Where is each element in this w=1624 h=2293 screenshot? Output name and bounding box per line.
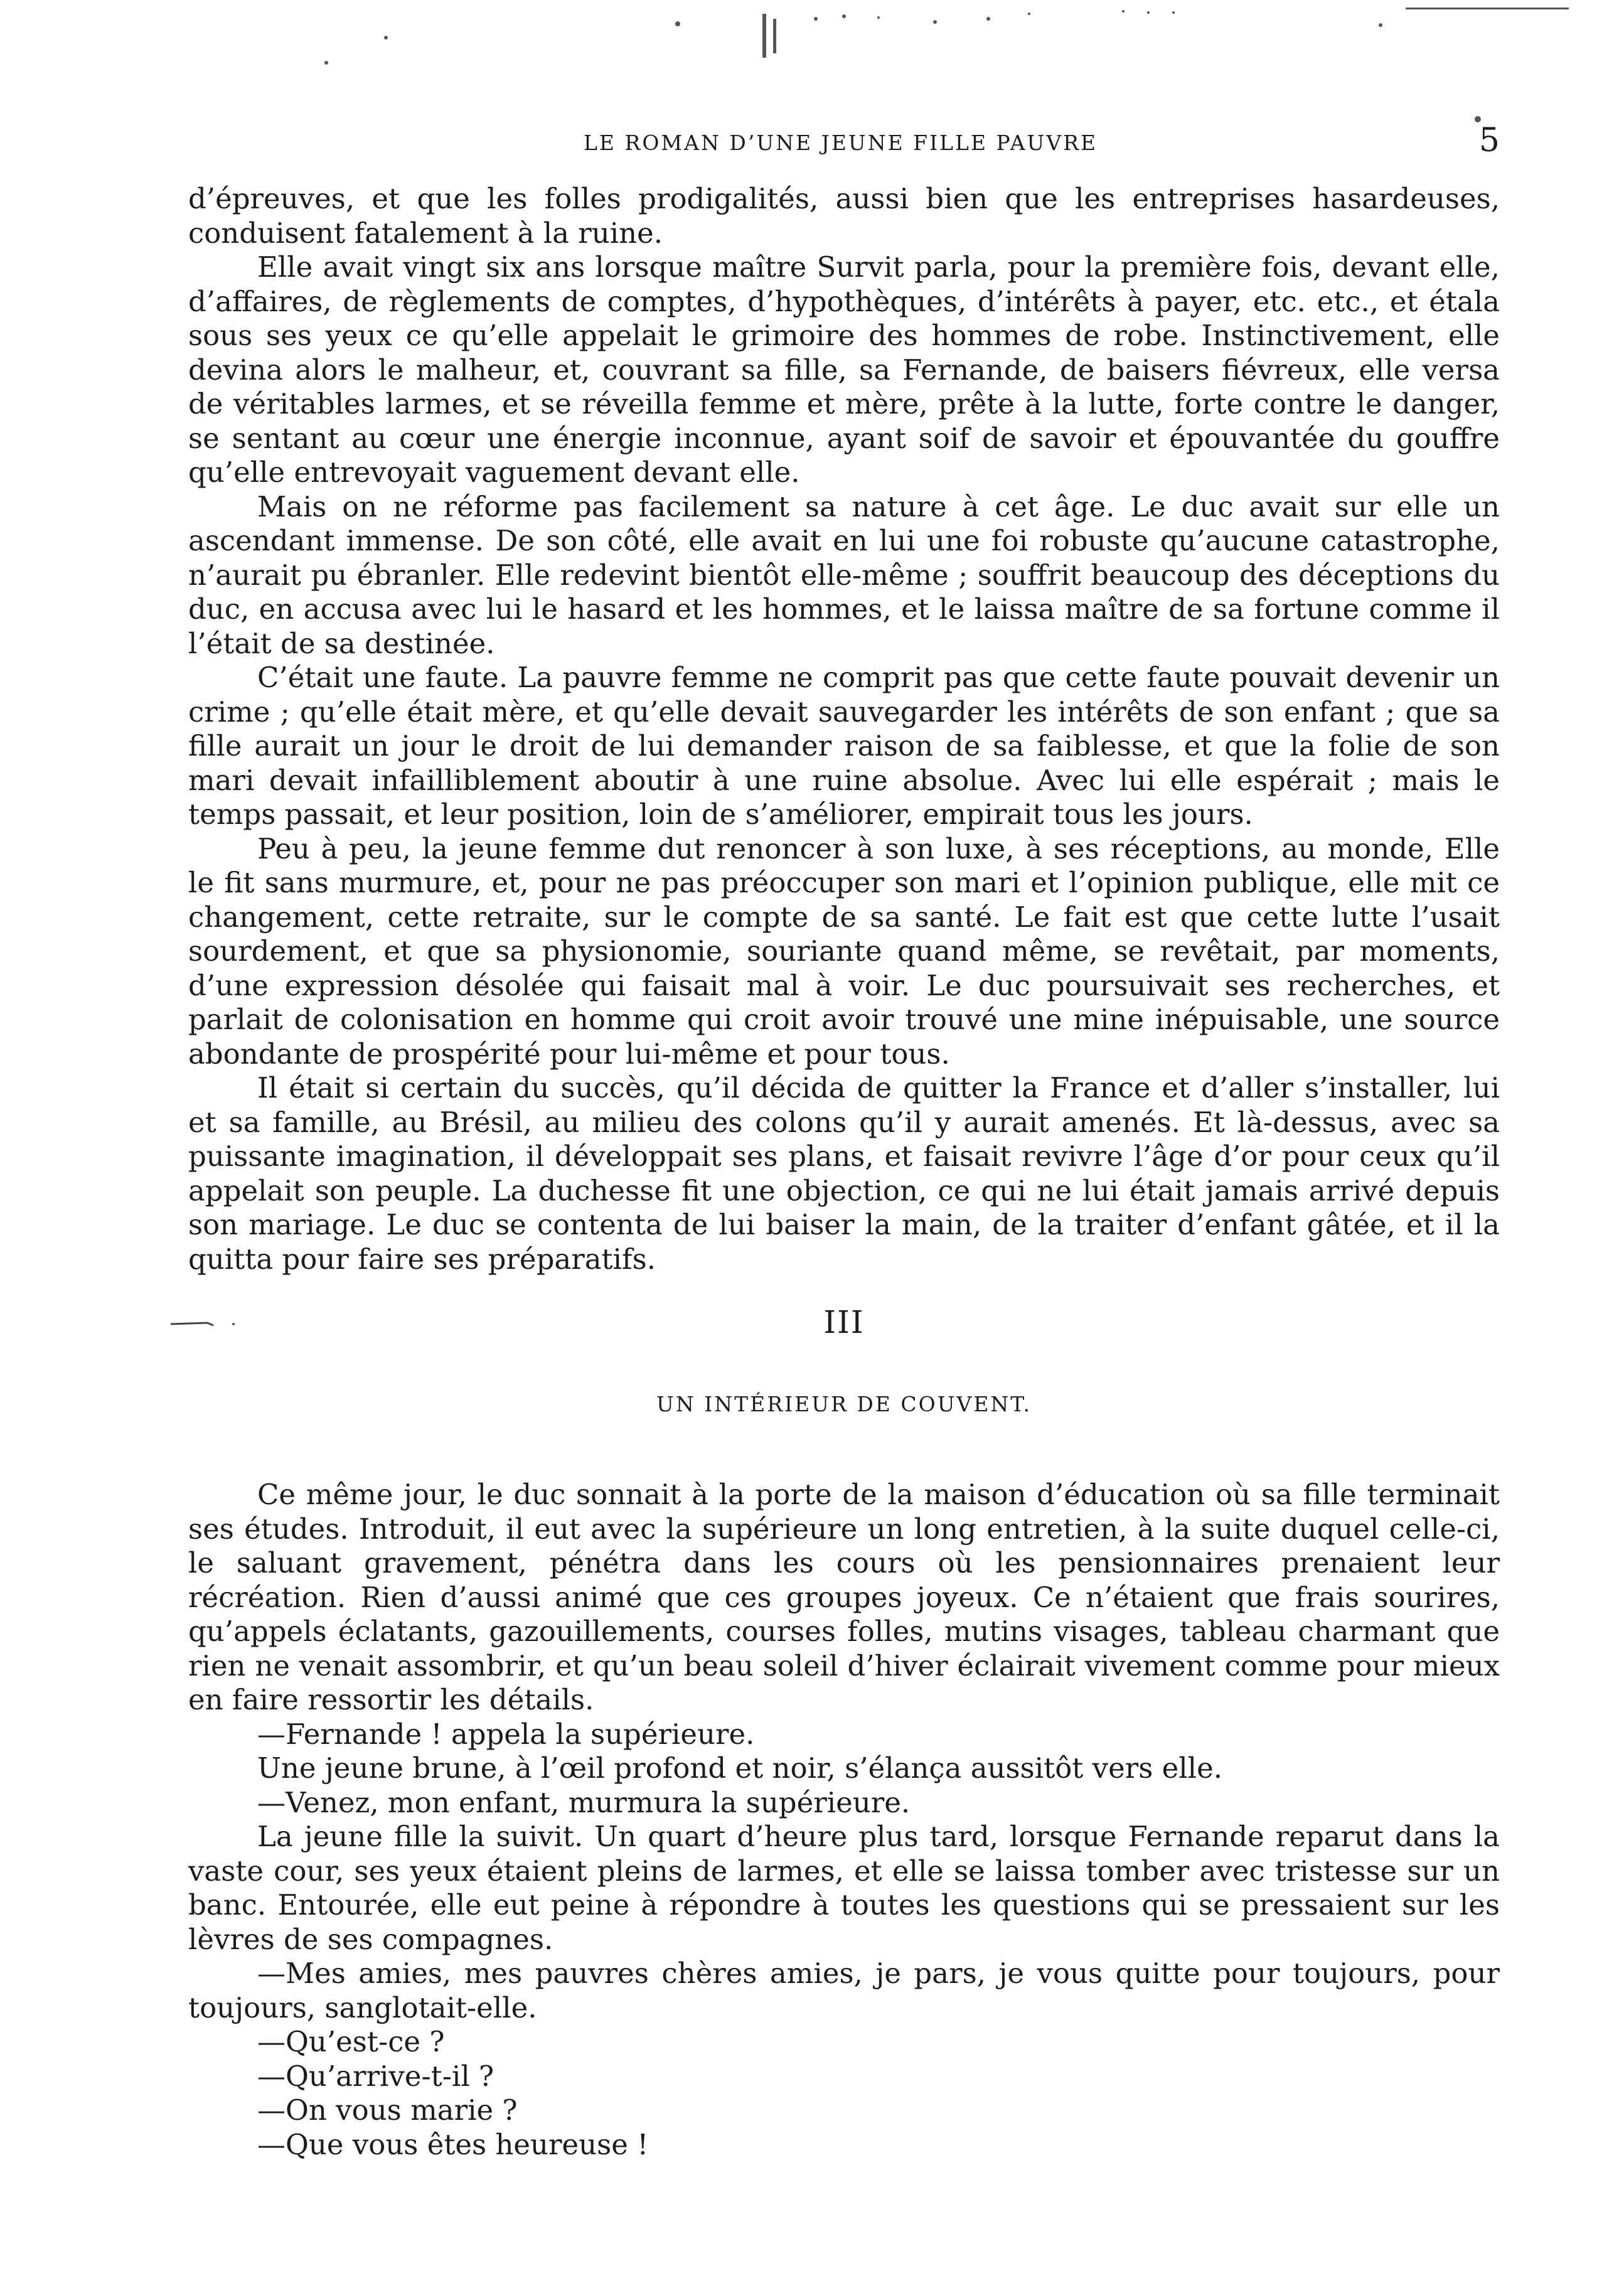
- body-text-after-chapter: [188, 1478, 1500, 2162]
- dialogue-line: —Qu’arrive-t-il ?: [257, 2059, 494, 2093]
- dialogue-line: —Qu’est-ce ?: [257, 2025, 445, 2058]
- body-text-before-chapter: [188, 182, 1500, 1276]
- paragraph: Ce même jour, le duc sonnait à la porte de la maison d’éducation où sa fille terminait ses études. Introduit, il eut avec la supérieure un long entretien, à la suite duquel celle-ci, le saluant gravement, pénétra dans les cours où les pensionnaires prenaient leur récréation. Rien d’aussi animé que ces groupes joyeux. Ce n’étaient que frais sourires, qu’appels éclatants, gazouillements, courses folles, mutins visages, tableau charmant que rien ne venait assombrir, et qu’un beau soleil d’hiver éclairait vivement comme pour mieux en faire ressortir les détails.: [188, 1478, 1500, 1716]
- chapter-title: UN INTÉRIEUR DE COUVENT.: [656, 1392, 1032, 1416]
- dialogue-line: —Venez, mon enfant, murmura la supérieure.: [257, 1785, 911, 1819]
- paragraph: d’épreuves, et que les folles prodigalités, aussi bien que les entreprises hasardeuses, conduisent fatalement à la ruine.: [188, 182, 1500, 250]
- dialogue-line: —On vous marie ?: [257, 2093, 518, 2127]
- running-title: LE ROMAN D’UNE JEUNE FILLE PAUVRE: [584, 131, 1098, 155]
- paragraph: La jeune fille la suivit. Un quart d’heure plus tard, lorsque Fernande reparut dans la vaste cour, ses yeux étaient pleins de larmes, et elle se laissa tomber avec tristesse sur un banc. Entourée, elle eut peine à répondre à toutes les questions qui se pressaient sur les lèvres de ses compagnes.: [188, 1820, 1500, 1956]
- paragraph: Mais on ne réforme pas facilement sa nature à cet âge. Le duc avait sur elle un ascendant immense. De son côté, elle avait en lui une foi robuste qu’aucune catastrophe, n’aurait pu ébranler. Elle redevint bientôt elle-même ; souffrit beaucoup des déceptions du duc, en accusa avec lui le hasard et les hommes, et le laissa maître de sa fortune comme il l’était de sa destinée.: [188, 489, 1500, 660]
- page-number: 5: [1478, 122, 1500, 159]
- paragraph: C’était une faute. La pauvre femme ne comprit pas que cette faute pouvait devenir un crime ; qu’elle était mère, et qu’elle devait sauvegarder les intérêts de son enfant ; que sa fille aurait un jour le droit de lui demander raison de sa faiblesse, et que la folie de son mari devait infailliblement aboutir à une ruine absolue. Avec lui elle espérait ; mais le temps passait, et leur position, loin de s’améliorer, empirait tous les jours.: [188, 661, 1500, 831]
- paragraph: Peu à peu, la jeune femme dut renoncer à son luxe, à ses réceptions, au monde, Elle le fit sans murmure, et, pour ne pas préoccuper son mari et l’opinion publique, elle mit ce changement, cette retraite, sur le compte de sa santé. Le fait est que cette lutte l’usait sourdement, et que sa physionomie, souriante quand même, se revêtait, par moments, d’une expression désolée qui faisait mal à voir. Le duc poursuivait ses recherches, et parlait de colonisation en homme qui croit avoir trouvé une mine inépuisable, une source abondante de prospérité pour lui-même et pour tous.: [188, 831, 1500, 1071]
- running-header: [188, 122, 1500, 168]
- paragraph: Il était si certain du succès, qu’il décida de quitter la France et d’aller s’installer, lui et sa famille, au Brésil, au milieu des colons qu’il y aurait amenés. Et là-dessus, avec sa puissante imagination, il développait ses plans, et faisait revivre l’âge d’or pour ceux qu’il appelait son peuple. La duchesse fit une objection, ce qui ne lui était jamais arrivé depuis son mariage. Le duc se contenta de lui baiser la main, de la traiter d’enfant gâtée, et il la quitta pour faire ses préparatifs.: [188, 1071, 1500, 1276]
- paragraph: Une jeune brune, à l’œil profond et noir, s’élança aussitôt vers elle.: [257, 1751, 1222, 1785]
- paragraph: Elle avait vingt six ans lorsque maître Survit parla, pour la première fois, devant elle, d’affaires, de règlements de comptes, d’hypothèques, d’intérêts à payer, etc. etc., et étala sous ses yeux ce qu’elle appelait le grimoire des hommes de robe. Instinctivement, elle devina alors le malheur, et, couvrant sa fille, sa Fernande, de baisers fiévreux, elle versa de véritables larmes, et se réveilla femme et mère, prête à la lutte, forte contre le danger, se sentant au cœur une énergie inconnue, ayant soif de savoir et épouvantée du gouffre qu’elle entrevoyait vaguement devant elle.: [188, 250, 1500, 489]
- dialogue-line: —Fernande ! appela la supérieure.: [257, 1717, 755, 1751]
- chapter-number: III: [823, 1304, 865, 1340]
- dialogue-line: —Que vous êtes heureuse !: [257, 2127, 649, 2161]
- dialogue-line: —Mes amies, mes pauvres chères amies, je pars, je vous quitte pour toujours, pour toujours, sanglotait-elle.: [188, 1957, 1500, 2024]
